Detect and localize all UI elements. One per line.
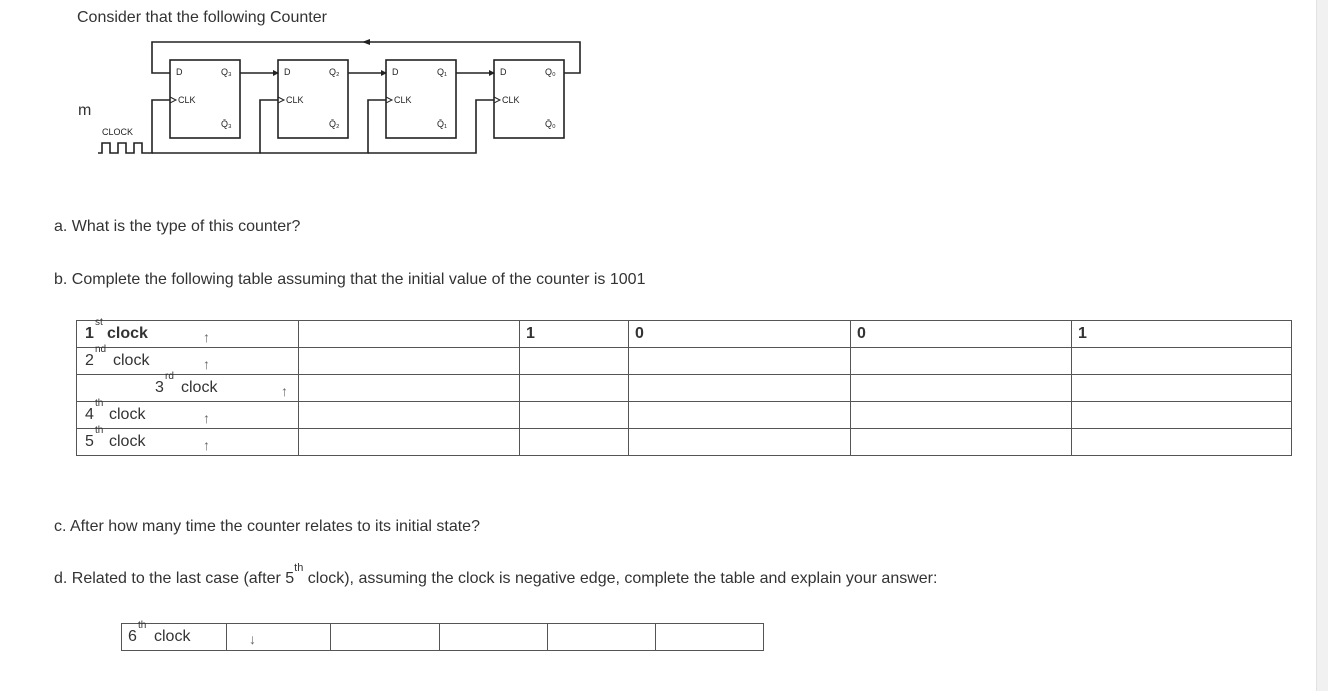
table-row: [77, 348, 1292, 375]
clock-word: clock: [113, 352, 150, 369]
clock-ordinal-suffix: th: [95, 398, 104, 409]
table-row: [122, 624, 764, 651]
question-d-text-after: clock), assuming the clock is negative edge, complete the table and explain your answer:: [303, 570, 938, 587]
answer-cell[interactable]: 0: [629, 321, 851, 348]
question-d: [54, 562, 938, 588]
row-label-cell: [77, 398, 299, 429]
ff0-d-label: D: [500, 67, 507, 77]
clock-ordinal-suffix: rd: [165, 371, 174, 382]
table-row: [77, 321, 1292, 348]
answer-cell[interactable]: [629, 429, 851, 456]
ff1-d-label: D: [392, 67, 399, 77]
clock-word: clock: [181, 379, 218, 396]
row-label-cell: [77, 425, 299, 456]
table-row: [77, 402, 1292, 429]
ff0-qbar-label: Q̄₀: [545, 119, 556, 129]
clock-word: clock: [154, 628, 191, 645]
rising-edge-arrow-icon: ↑: [203, 410, 210, 426]
question-d-superscript: th: [294, 562, 304, 574]
clock-word: clock: [107, 325, 148, 342]
margin-letter: m: [78, 102, 92, 119]
state-table: [76, 317, 1292, 456]
rising-edge-arrow-icon: ↑: [203, 437, 210, 453]
arrow-cell[interactable]: [227, 624, 331, 651]
answer-cell[interactable]: [520, 348, 629, 375]
row-label-cell: [77, 344, 299, 375]
rising-edge-arrow-icon: ↑: [281, 383, 288, 399]
answer-cell[interactable]: [1072, 402, 1292, 429]
row-label-cell: [122, 620, 227, 651]
ff3-d-label: D: [176, 67, 183, 77]
answer-cell[interactable]: [1072, 348, 1292, 375]
answer-cell[interactable]: 1: [1072, 321, 1292, 348]
answer-cell[interactable]: [656, 624, 764, 651]
answer-cell[interactable]: [331, 624, 440, 651]
answer-cell[interactable]: [520, 375, 629, 402]
clock-number: 5: [85, 433, 94, 450]
clock-ordinal-suffix: th: [138, 620, 147, 631]
clock-ordinal-suffix: nd: [95, 344, 107, 355]
ff3-q-label: Q₃: [221, 67, 232, 77]
answer-cell[interactable]: [548, 624, 656, 651]
falling-edge-arrow-icon: ↓: [249, 631, 256, 647]
answer-cell[interactable]: [629, 348, 851, 375]
clock-number: 3: [155, 379, 164, 396]
answer-cell[interactable]: [299, 321, 520, 348]
rising-edge-arrow-icon: ↑: [203, 356, 210, 372]
row-label-cell: [77, 317, 299, 348]
answer-cell[interactable]: [629, 402, 851, 429]
ff2-d-label: D: [284, 67, 291, 77]
intro-text: Consider that the following Counter: [77, 9, 327, 26]
clock-ordinal-suffix: st: [95, 317, 103, 328]
table-row: [77, 429, 1292, 456]
row-label-cell: [77, 371, 299, 402]
ff3-clk-label: CLK: [178, 95, 196, 105]
answer-cell[interactable]: [299, 375, 520, 402]
ff0-q-label: Q₀: [545, 67, 556, 77]
ff3-qbar-label: Q̄₃: [221, 119, 232, 129]
clock-number: 4: [85, 406, 94, 423]
clock-number: 6: [128, 628, 137, 645]
question-c: c. After how many time the counter relates to its initial state?: [54, 518, 480, 535]
ff2-qbar-label: Q̄₂: [329, 119, 340, 129]
answer-cell[interactable]: [520, 429, 629, 456]
vertical-scrollbar[interactable]: [1316, 0, 1328, 691]
clock-number: 2: [85, 352, 94, 369]
rising-edge-arrow-icon: ↑: [203, 329, 210, 345]
clock-word: clock: [109, 433, 146, 450]
answer-cell[interactable]: [440, 624, 548, 651]
table-row: [77, 375, 1292, 402]
answer-cell[interactable]: [851, 402, 1072, 429]
answer-cell[interactable]: [1072, 375, 1292, 402]
ff0-clk-label: CLK: [502, 95, 520, 105]
answer-cell[interactable]: [299, 429, 520, 456]
ff1-q-label: Q₁: [437, 67, 448, 77]
clock-ordinal-suffix: th: [95, 425, 104, 436]
ff1-clk-label: CLK: [394, 95, 412, 105]
question-d-text-before: d. Related to the last case (after 5: [54, 570, 295, 587]
answer-cell[interactable]: 0: [851, 321, 1072, 348]
ff1-qbar-label: Q̄₁: [437, 119, 448, 129]
answer-cell[interactable]: [1072, 429, 1292, 456]
answer-cell[interactable]: [851, 375, 1072, 402]
answer-cell[interactable]: [299, 348, 520, 375]
counter-circuit-diagram: [90, 35, 590, 195]
answer-cell[interactable]: [299, 402, 520, 429]
answer-cell[interactable]: [851, 429, 1072, 456]
clock-word: clock: [109, 406, 146, 423]
answer-cell[interactable]: [851, 348, 1072, 375]
answer-cell[interactable]: [629, 375, 851, 402]
ff2-q-label: Q₂: [329, 67, 340, 77]
answer-cell[interactable]: [520, 402, 629, 429]
question-b: b. Complete the following table assuming that the initial value of the counter is 1001: [54, 271, 646, 288]
question-a: a. What is the type of this counter?: [54, 218, 301, 235]
answer-cell[interactable]: 1: [520, 321, 629, 348]
clock-number: 1: [85, 325, 94, 342]
clock-label: CLOCK: [102, 127, 134, 137]
ff2-clk-label: CLK: [286, 95, 304, 105]
negative-edge-table: [121, 620, 764, 651]
